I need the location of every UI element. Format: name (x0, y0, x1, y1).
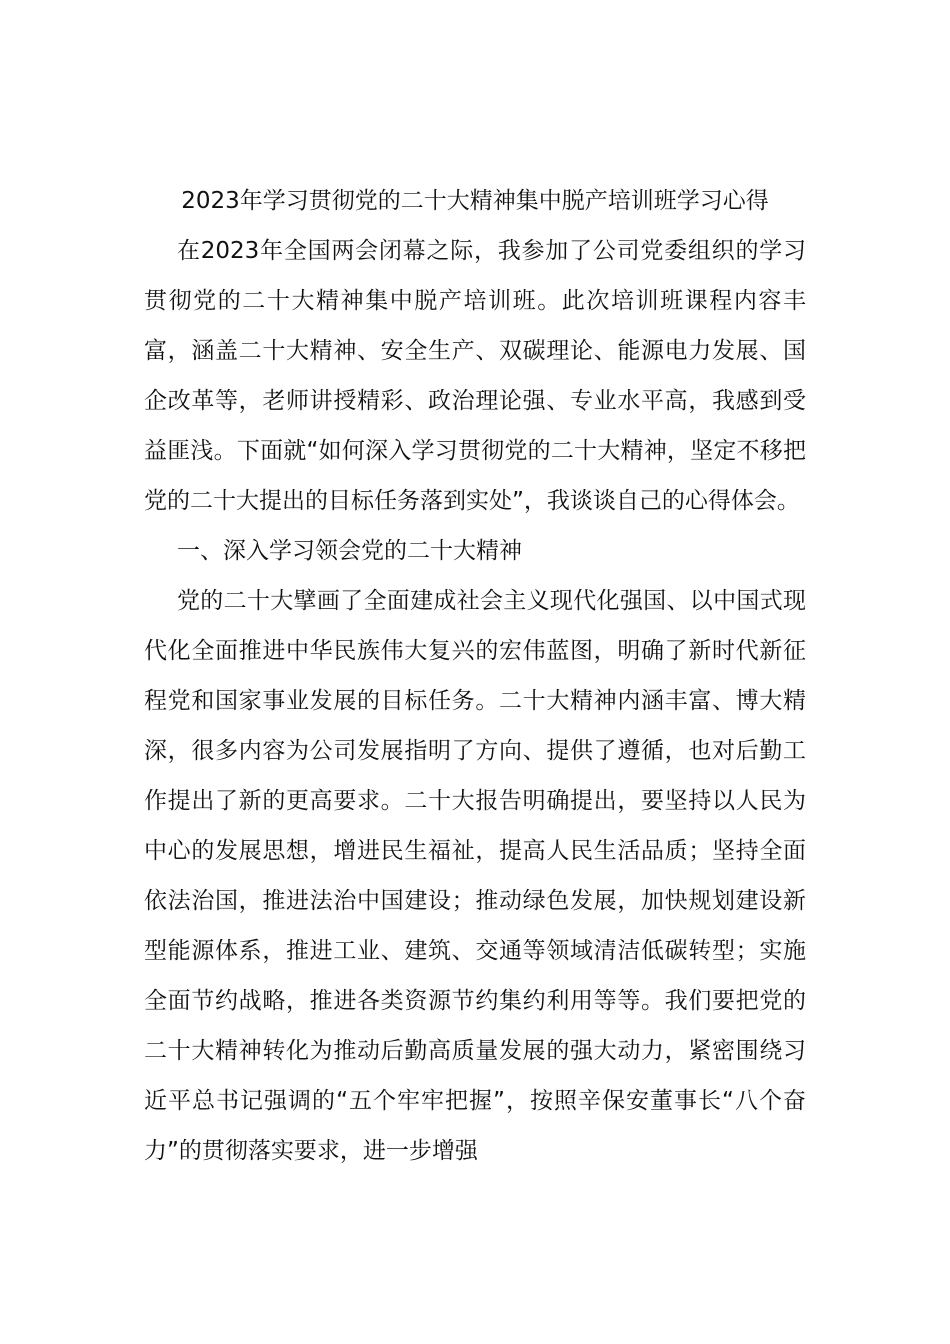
document-body (144, 176, 806, 1176)
intro-paragraph: 在2023年全国两会闭幕之际，我参加了公司党委组织的学习贯彻党的二十大精神集中脱产培训班。此次培训班课程内容丰富，涵盖二十大精神、安全生产、双碳理论、能源电力发展、国企改革等，老师讲授精彩、政治理论强、专业水平高，我感到受益匪浅。下面就“如何深入学习贯彻党的二十大精神，坚定不移把党的二十大提出的目标任务落到实处”，我谈谈自己的心得体会。 (144, 238, 806, 514)
document-title: 2023年学习贯彻党的二十大精神集中脱产培训班学习心得 (181, 188, 769, 214)
section-heading-1: 一、深入学习领会党的二十大精神 (177, 538, 522, 564)
section-1-paragraph: 党的二十大擘画了全面建成社会主义现代化强国、以中国式现代化全面推进中华民族伟大复兴的宏伟蓝图，明确了新时代新征程党和国家事业发展的目标任务。二十大精神内涵丰富、博大精深，很多内容为公司发展指明了方向、提供了遵循，也对后勤工作提出了新的更高要求。二十大报告明确提出，要坚持以人民为中心的发展思想，增进民生福祉，提高人民生活品质；坚持全面依法治国，推进法治中国建设；推动绿色发展，加快规划建设新型能源体系，推进工业、建筑、交通等领域清洁低碳转型；实施全面节约战略，推进各类资源节约集约利用等等。我们要把党的二十大精神转化为推动后勤高质量发展的强大动力，紧密围绕习近平总书记强调的“五个牢牢把握”，按照辛保安董事长“八个奋力”的贯彻落实要求，进一步增强 (144, 588, 806, 1164)
